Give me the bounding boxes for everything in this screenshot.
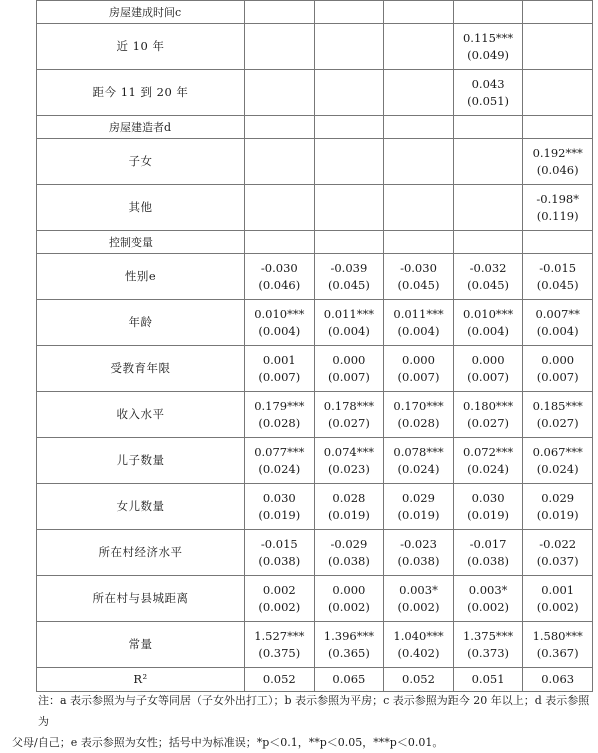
standard-error: (0.024) [467,461,510,476]
table-cell [384,231,454,254]
standard-error: (0.402) [397,645,440,660]
table-cell [453,300,523,346]
table-cell [314,346,384,392]
table-cell [245,231,315,254]
coefficient: 1.375*** [462,628,514,643]
table-cell [384,346,454,392]
coefficient: -0.029 [330,536,368,551]
section-header: 控制变量 [37,231,245,254]
table-cell [314,1,384,24]
table-cell [453,438,523,484]
variable-label: 年龄 [37,300,245,346]
coefficient: 0.078*** [393,444,444,459]
table-cell [245,185,315,231]
table-cell [453,24,523,70]
table-cell [523,346,593,392]
table-cell [453,1,523,24]
table-cell [314,231,384,254]
coefficient: -0.022 [539,536,577,551]
coefficient: -0.023 [400,536,437,551]
table-cell [314,622,384,668]
coefficient: 0.179*** [254,398,305,413]
standard-error: (0.049) [467,47,510,62]
coefficient: 0.000 [541,352,575,367]
coefficient: 0.051 [471,672,505,686]
table-row [37,438,593,484]
table-cell [245,139,315,185]
coefficient: -0.015 [260,536,298,551]
standard-error: (0.007) [258,369,301,384]
table-cell [453,116,523,139]
coefficient: -0.030 [260,260,298,275]
table-row [37,530,593,576]
table-row [37,392,593,438]
coefficient: -0.015 [539,260,577,275]
coefficient: 0.000 [332,582,366,597]
variable-label: 子女 [37,139,245,185]
table-cell [314,254,384,300]
table-cell [245,668,315,692]
table-cell [523,530,593,576]
table-cell [314,116,384,139]
standard-error: (0.038) [397,553,440,568]
table-cell [453,185,523,231]
table-row [37,24,593,70]
table-cell [245,1,315,24]
table-cell [245,254,315,300]
coefficient: 0.001 [262,352,296,367]
table-cell [523,70,593,116]
standard-error: (0.027) [467,415,510,430]
table-cell [384,576,454,622]
standard-error: (0.373) [467,645,510,660]
table-cell [523,139,593,185]
coefficient: 0.043 [471,76,505,91]
table-row [37,185,593,231]
standard-error: (0.019) [258,507,301,522]
table-cell [384,668,454,692]
table-row [37,622,593,668]
standard-error: (0.051) [467,93,510,108]
standard-error: (0.019) [397,507,440,522]
table-cell [453,668,523,692]
table-cell [245,24,315,70]
table-cell [384,530,454,576]
table-cell [523,484,593,530]
table-row [37,300,593,346]
variable-label: 常量 [37,622,245,668]
coefficient: 0.030 [471,490,505,505]
table-row [37,70,593,116]
coefficient: 0.074*** [323,444,374,459]
coefficient: 0.072*** [462,444,514,459]
standard-error: (0.019) [536,507,579,522]
coefficient: 0.170*** [393,398,444,413]
table-cell [314,438,384,484]
table-cell [314,185,384,231]
table-cell [245,438,315,484]
table-cell [314,668,384,692]
table-cell [384,139,454,185]
table-cell [523,185,593,231]
standard-error: (0.045) [397,277,440,292]
coefficient: -0.032 [469,260,507,275]
table-cell [523,392,593,438]
variable-label: 近 10 年 [37,24,245,70]
standard-error: (0.046) [536,162,579,177]
standard-error: (0.007) [327,369,370,384]
coefficient: 0.001 [541,582,575,597]
standard-error: (0.019) [327,507,370,522]
table-cell [245,530,315,576]
table-cell [523,300,593,346]
coefficient: 0.000 [332,352,366,367]
table-row [37,116,593,139]
coefficient: 0.052 [262,672,296,686]
standard-error: (0.367) [536,645,579,660]
table-cell [523,24,593,70]
standard-error: (0.002) [397,599,440,614]
standard-error: (0.046) [258,277,301,292]
coefficient: 0.067*** [532,444,583,459]
coefficient: 0.077*** [254,444,305,459]
table-cell [384,116,454,139]
coefficient: 0.029 [402,490,435,505]
table-cell [245,622,315,668]
table-cell [453,139,523,185]
table-note-line-2: 父母/自己；e 表示参照为女性；括号中为标准误；*p＜0.1，**p＜0.05，***p＜0.01。 [12,736,444,749]
coefficient: 0.007** [535,306,580,321]
coefficient: 0.003* [468,582,508,597]
table-row [37,576,593,622]
standard-error: (0.007) [536,369,579,384]
standard-error: (0.002) [327,599,370,614]
regression-table-body [37,1,593,692]
table-cell [523,231,593,254]
table-row [37,484,593,530]
standard-error: (0.024) [536,461,579,476]
standard-error: (0.007) [397,369,440,384]
table-note-line-1: 注：a 表示参照为与子女等同居（子女外出打工）；b 表示参照为平房；c 表示参照为距今 20 年以上；d 表示参照为 [38,694,590,728]
standard-error: (0.045) [327,277,370,292]
standard-error: (0.119) [536,208,579,223]
standard-error: (0.028) [258,415,301,430]
standard-error: (0.004) [467,323,510,338]
coefficient: 0.065 [332,672,366,686]
variable-label: 受教育年限 [37,346,245,392]
coefficient: 1.580*** [532,628,583,643]
standard-error: (0.038) [467,553,510,568]
standard-error: (0.045) [467,277,510,292]
table-cell [384,438,454,484]
section-header: 房屋建成时间c [37,1,245,24]
table-cell [314,300,384,346]
table-cell [314,70,384,116]
coefficient: 1.396*** [323,628,374,643]
table-cell [523,668,593,692]
coefficient: 0.000 [402,352,435,367]
coefficient: 0.178*** [323,398,374,413]
standard-error: (0.002) [467,599,510,614]
table-cell [453,576,523,622]
standard-error: (0.027) [327,415,370,430]
standard-error: (0.027) [536,415,579,430]
standard-error: (0.004) [397,323,440,338]
table-cell [453,622,523,668]
table-row [37,254,593,300]
standard-error: (0.002) [536,599,579,614]
table-cell [314,530,384,576]
variable-label: 距今 11 到 20 年 [37,70,245,116]
coefficient: -0.039 [330,260,368,275]
table-cell [384,392,454,438]
variable-label: 性别e [37,254,245,300]
table-cell [453,346,523,392]
standard-error: (0.375) [258,645,301,660]
table-cell [384,622,454,668]
coefficient: 0.180*** [462,398,514,413]
table-cell [314,576,384,622]
table-row [37,1,593,24]
coefficient: 0.185*** [532,398,583,413]
standard-error: (0.002) [258,599,301,614]
table-cell [384,1,454,24]
table-cell [384,300,454,346]
coefficient: 0.010*** [462,306,514,321]
table-cell [453,392,523,438]
coefficient: 0.115*** [462,30,514,45]
coefficient: 0.000 [471,352,505,367]
standard-error: (0.028) [397,415,440,430]
table-cell [314,484,384,530]
table-cell [453,254,523,300]
coefficient: 0.011*** [323,306,374,321]
coefficient: 1.527*** [254,628,305,643]
table-cell [245,392,315,438]
table-cell [453,231,523,254]
coefficient: 0.030 [262,490,296,505]
table-cell [453,70,523,116]
table-cell [523,438,593,484]
variable-label: 所在村经济水平 [37,530,245,576]
table-cell [245,484,315,530]
table-row [37,139,593,185]
coefficient: 0.063 [541,672,575,686]
standard-error: (0.004) [536,323,579,338]
standard-error: (0.038) [327,553,370,568]
coefficient: 0.002 [262,582,296,597]
table-cell [523,576,593,622]
coefficient: 1.040*** [393,628,444,643]
table-cell [384,254,454,300]
variable-label: 收入水平 [37,392,245,438]
coefficient: -0.017 [469,536,507,551]
regression-table [36,0,593,692]
table-cell [384,70,454,116]
table-cell [523,622,593,668]
standard-error: (0.024) [258,461,301,476]
coefficient: 0.011*** [393,306,444,321]
variable-label: 所在村与县城距离 [37,576,245,622]
variable-label: 女儿数量 [37,484,245,530]
section-header: 房屋建造者d [37,116,245,139]
standard-error: (0.045) [536,277,579,292]
coefficient: 0.029 [541,490,575,505]
standard-error: (0.038) [258,553,301,568]
standard-error: (0.007) [467,369,510,384]
table-cell [245,70,315,116]
coefficient: 0.028 [332,490,366,505]
variable-label: 儿子数量 [37,438,245,484]
standard-error: (0.004) [258,323,301,338]
table-cell [384,484,454,530]
table-cell [245,116,315,139]
variable-label: 其他 [37,185,245,231]
table-cell [453,484,523,530]
standard-error: (0.004) [327,323,370,338]
table-cell [314,392,384,438]
standard-error: (0.365) [327,645,370,660]
standard-error: (0.037) [536,553,579,568]
coefficient: 0.052 [402,672,435,686]
standard-error: (0.024) [397,461,440,476]
coefficient: 0.010*** [254,306,305,321]
table-cell [453,530,523,576]
table-cell [245,346,315,392]
coefficient: 0.192*** [532,145,583,160]
coefficient: 0.003* [399,582,438,597]
standard-error: (0.023) [327,461,370,476]
table-cell [384,24,454,70]
table-cell [245,300,315,346]
coefficient: -0.198* [536,191,579,206]
table-row [37,231,593,254]
table-cell [523,116,593,139]
coefficient: -0.030 [400,260,437,275]
table-row [37,346,593,392]
table-row [37,668,593,692]
standard-error: (0.019) [467,507,510,522]
table-cell [384,185,454,231]
table-cell [523,254,593,300]
table-cell [314,139,384,185]
table-cell [245,576,315,622]
variable-label: R² [37,668,245,692]
table-cell [523,1,593,24]
table-cell [314,24,384,70]
